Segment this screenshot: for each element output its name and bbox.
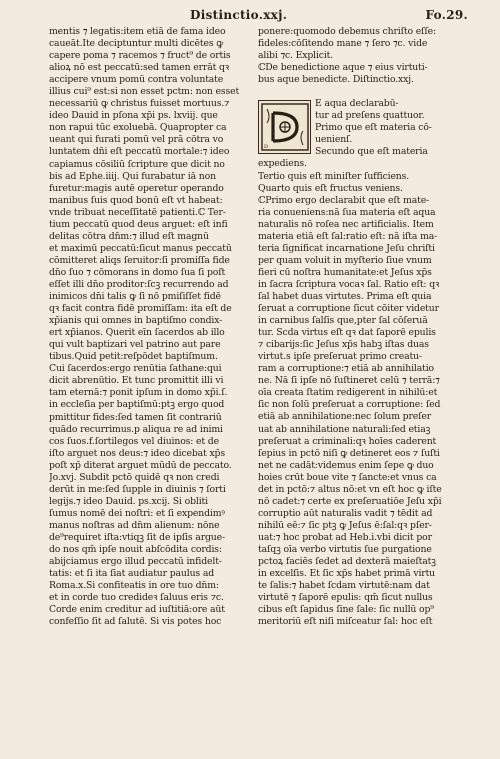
text-line: Primo que eſt materia cō- xyxy=(315,122,432,134)
folio-number: Fo.29. xyxy=(425,8,468,22)
text-line: ne. Nā ſi ipſe nō ſuſtineret celū ⁊ terrā:⁊ xyxy=(258,375,440,387)
text-line: et in corde tuo credideꝛ ſaluus eris ⁊c. xyxy=(49,592,224,604)
text-line: Quarto quis eſt fructus veniens. xyxy=(258,182,403,194)
text-line: tam eternā:⁊ ponit ipſum in domo xp̄i.ſ. xyxy=(49,387,228,399)
text-line: fieri cū noſtra humanitate:et Jeſus xp̄s xyxy=(258,266,432,278)
text-line: Tertio quis eſt miniſter ſufficiens. xyxy=(258,170,410,182)
text-line: net ne cadāt:videmus enim ſepe ꝙ duo xyxy=(258,459,434,471)
header-title: Distinctio.xxj. xyxy=(190,8,288,22)
text-line: det in pctō:⁊ altus nō:et vn eſt hoc ꝙ iſte xyxy=(258,483,442,495)
text-line: bis ad Ephe.iiij. Qui furabatur iā non xyxy=(49,170,216,182)
text-line: ponere:quomodo debemus chriſto eſſe: xyxy=(258,26,436,37)
text-line: vnde tribuat neceſſitatē patienti.ℂ Ter- xyxy=(49,206,226,218)
text-line: non rapui tūc exoluebā. Quapropter ca xyxy=(49,122,227,134)
text-line: capere poma ⁊ racemos ⁊ fruct⁹ de ortis xyxy=(49,50,231,62)
text-line: do nos qm̄ ipſe nouit abſcōdita cordis: xyxy=(49,544,222,556)
text-line: delitas cōtra dn̄m:⁊ illud eſt magnū xyxy=(49,230,209,242)
text-line: fideles:cōſitendo mane ⁊ ſero ⁊c. vide xyxy=(258,38,428,50)
text-line: dn̄o ſuo ⁊ cōmorans in domo ſua ſi poſt xyxy=(49,266,226,278)
text-line: confeſſio ſit ad ſalutē. Si vis potes hoc xyxy=(49,616,222,628)
text-line: ℂPrimo ergo declarabit que eſt mate- xyxy=(258,194,430,206)
text-line: tur ad preſens quattuor. xyxy=(315,110,425,122)
text-line: te ſalis:⁊ habet ſcdam virtutē:nam dat xyxy=(258,580,430,592)
text-line: in excelſis. Et ſic xp̄s habet primā virtu xyxy=(258,568,436,580)
initial-letter: D xyxy=(263,144,268,151)
text-line: furetur:magis autē operetur operando xyxy=(49,182,224,194)
right-column xyxy=(258,26,456,750)
text-line: teria ſignificat incarnatione Jeſu chriſti xyxy=(258,242,435,254)
initial-letter-ornament xyxy=(261,103,309,151)
text-line: ria conueniens:nā ſua materia eſt aqua xyxy=(258,206,436,218)
running-header xyxy=(0,8,500,24)
text-line: ſepius in pctō niſi ꝙ detineret eos ⁊ ſuſti xyxy=(258,447,440,459)
text-line: eſſet illi dn̄o proditor:ſcꝫ recurrendo ad xyxy=(49,278,229,290)
text-line: luntatem dn̄i eſt peccatū mortale:⁊ ideo xyxy=(49,146,230,158)
text-line: uenienſ. xyxy=(315,134,353,146)
text-line: ℂDe benedictione aque ⁊ eius virtuti- xyxy=(258,62,428,74)
text-line: preſeruat a criminali:qꝛ hoīes caderent xyxy=(258,435,437,447)
text-line: dicit abrenūtio. Et tunc promittit illi vi xyxy=(49,375,224,387)
text-line: tur. Scda virtus eſt qꝛ dat ſaporē epulis xyxy=(258,327,436,339)
text-line: Corde enim creditur ad iuſtitiā:ore aūt xyxy=(49,604,225,616)
text-line: virtut.s ipſe preſeruat primo creatu- xyxy=(258,351,422,363)
text-line: ram a corruptione:⁊ etiā ab annihilatio xyxy=(258,363,434,375)
text-line: caueāt.Ite deciptuntur multi dicētes ꝙ xyxy=(49,38,224,50)
text-line: de⁹requiret iſta:vtiqꝫ ſit de ipſis argue- xyxy=(49,531,225,543)
text-line: alibi ⁊c. Explicit. xyxy=(258,50,334,62)
text-line: nihilū eē:⁊ ſic ptꝫ ꝙ Jeſus ē:ſal:qꝛ pſer- xyxy=(258,519,432,531)
left-column xyxy=(49,26,245,750)
text-line: ert xp̄ianos. Querit eīn ſacerdos ab illo xyxy=(49,327,225,339)
text-line: oīa creata ſtatim redigerent in nihilū:et xyxy=(258,387,438,399)
text-line: capiamus cōsiliū ſcripture que dicit no xyxy=(49,158,225,170)
text-line: illius cui⁹ est:si non esset pctm: non esset xyxy=(49,86,240,98)
text-line: cibus eſt ſapidus ſine ſale: ſic nullū op⁹ xyxy=(258,604,434,616)
text-line: corruptio aūt naturalis vadit ⁊ tēdit ad xyxy=(258,507,433,519)
text-line: mentis ⁊ legatis:item etiā de fama ideo xyxy=(49,26,226,37)
initial-block xyxy=(258,86,456,158)
text-line: uat:⁊ hoc probat ad Heb.i.vbi dicit por xyxy=(258,531,432,543)
text-line: manus noſtras ad dn̄m alienum: nōne xyxy=(49,519,220,531)
text-line: Secundo que eſt materia xyxy=(315,146,428,158)
text-line: tatis: et ſi ita ſiat audiatur paulus ad xyxy=(49,568,215,580)
text-line: abijciamus ergo illud peccatū infidelt- xyxy=(49,556,222,568)
text-line: per quam voluit in myſterio ſiue vnum xyxy=(258,254,432,266)
text-line: meritoriū eſt niſi miſceatur ſal: hoc eſt xyxy=(258,616,433,628)
text-line: tium peccatū quod deus arguet: eſt infi xyxy=(49,218,228,230)
text-line: in ſacra ſcriptura vocaꝛ ſal. Ratio eſt: qꝛ xyxy=(258,278,440,290)
text-line: ſumus nomē dei noſtri: et ſi expendimꝰ xyxy=(49,507,225,519)
text-line: E aqua declarabū- xyxy=(315,98,399,110)
text-line: manibus ſuis quod bonū eſt vt habeat: xyxy=(49,194,223,206)
text-line: bus aque benedicte. Diſtinctio.xxj. xyxy=(258,74,414,86)
text-line: materia etiā eſt ſal:ratio eſt: nā iſta ma- xyxy=(258,230,438,242)
text-line: derūt in me:ſed ſupple in diuinis ⁊ ſorti xyxy=(49,483,226,495)
text-line: uat ab annihilatione naturali:ſed etiaꝫ xyxy=(258,423,431,435)
text-line: qꝛ facit contra fidē promiſſam: ita eſt de xyxy=(49,303,232,315)
text-line: hoies crūt boue vite ⁊ ſancte:et vnus ca xyxy=(258,471,437,483)
text-line: etiā ab annihilatione:nec ſolum preſer xyxy=(258,411,432,423)
text-line: ſeruat a corruptione ſicut cōiter videtur xyxy=(258,303,439,315)
text-line: ueant qui furati pomū vel prā cōtra vo xyxy=(49,134,224,146)
right-column-top-text xyxy=(258,26,456,86)
text-line: inimicos dn̄i talis ꝙ ſi nō pmiſiſſet fidē xyxy=(49,291,221,303)
decorated-initial-d-icon xyxy=(258,100,311,154)
text-line: xp̄ianis qui omnes in baptiſmo condix- xyxy=(49,315,223,327)
text-line: in carnibus ſalſis que,pter ſal cōſeruā xyxy=(258,315,428,327)
text-line: ideo Dauid in pſona xp̄i ps. lxviij. que xyxy=(49,110,218,122)
text-line: ſal habet duas virtutes. Prima eſt quia xyxy=(258,290,432,302)
text-line: quādo recurrimus.p aliqua re ad inimi xyxy=(49,423,223,435)
text-line: ſic non ſolū preſeruat a corruptione: ſed xyxy=(258,399,441,411)
text-line: et maximū peccatū:ſicut manus peccatū xyxy=(49,242,232,254)
text-line: alioꝝ nō est peccatū:sed tamen errāt qꝛ xyxy=(49,62,230,74)
text-line: accipere vnum pomū contra voluntate xyxy=(49,74,224,86)
text-line: cos ſuos.f.ſortilegos vel diuinos: et de xyxy=(49,435,219,447)
text-line: necessariū ꝙ christus fuisset mortuus.⁊ xyxy=(49,98,230,110)
text-line: tibus.Quid petit:reſpōdet baptiſmum. xyxy=(49,351,218,363)
text-line: virtutē ⁊ ſaporē epulis: qm̄ ſicut nullus xyxy=(258,592,433,604)
right-column-body-text xyxy=(258,158,456,628)
text-line: nō cadet:⁊ certe ex preſeruatiōe Jeſu xp̄i xyxy=(258,495,442,507)
text-line: poſt xp̄ diterat arguet mūdū de peccato. xyxy=(49,459,232,471)
text-line: Cui ſacerdos:ergo renūtia ſathane:qui xyxy=(49,363,222,375)
text-line: Jo.xvj. Subdit pctō quidē qꝛ non credi xyxy=(49,471,220,483)
text-line: legijs.⁊ ideo Dauid. ps.xcij. Si obliti xyxy=(49,495,208,507)
text-line: in eccleſia per baptiſmū:ptꝫ ergo quod xyxy=(49,399,225,411)
text-line: naturalis nō roſea nec artificialis. Item xyxy=(258,218,434,230)
text-line: taſqꝫ oīa verbo virtutis ſue purgatione xyxy=(258,543,432,555)
text-line: expediens. xyxy=(258,158,307,170)
text-line: pctoꝝ faciēs ſedet ad dexterā maieſtatꝫ xyxy=(258,556,436,568)
text-line: iſto arguet nos deus:⁊ ideo dicebat xp̄s xyxy=(49,447,225,459)
text-line: ⁊ cibarijs:ſic Jeſus xp̄s habꝫ iſtas duas xyxy=(258,339,429,351)
text-line: qui vult baptizari vel patrino aut pare xyxy=(49,339,221,351)
text-line: cōmitteret aliqs ſeruitor:ſi promiſſa fide xyxy=(49,254,230,266)
text-line: Roma.x.Si confiteatis in ore tuo dn̄m: xyxy=(49,580,219,592)
text-line: pmittitur fides:ſed tamen ſit contrariū xyxy=(49,411,222,423)
